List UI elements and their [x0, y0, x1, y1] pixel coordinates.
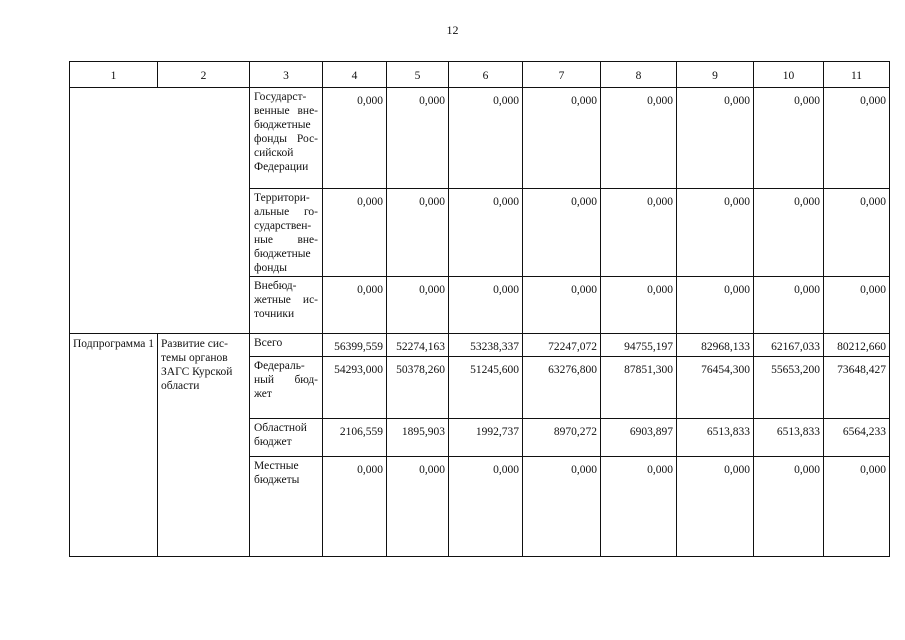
- value-cell: [754, 277, 824, 334]
- value-cell: [601, 457, 677, 557]
- col-header-1: 1: [70, 62, 158, 88]
- value-cell-text: 80212,660: [837, 341, 886, 353]
- value-cell-text: 6513,833: [706, 426, 750, 438]
- value-cell: [601, 88, 677, 189]
- col-header-5: 5: [387, 62, 449, 88]
- value-cell: [449, 357, 523, 419]
- value-cell: [449, 457, 523, 557]
- value-cell: [323, 88, 387, 189]
- funding-source-text: Областной бюджет: [254, 422, 307, 448]
- value-cell: [323, 189, 387, 277]
- status-cell-continued: [70, 88, 250, 334]
- value-cell: [754, 357, 824, 419]
- value-cell-text: 1895,903: [401, 426, 445, 438]
- table-row: [70, 88, 890, 189]
- col-header-4: 4: [323, 62, 387, 88]
- value-cell-text: 0,000: [357, 95, 383, 107]
- value-cell-text: 0,000: [493, 95, 519, 107]
- value-cell-text: 0,000: [794, 284, 820, 296]
- col-header-2: 2: [158, 62, 250, 88]
- value-cell-text: 0,000: [860, 284, 886, 296]
- value-cell-text: 0,000: [647, 95, 673, 107]
- value-cell-text: 73648,427: [837, 364, 886, 376]
- funding-source: [250, 357, 323, 419]
- value-cell: [323, 277, 387, 334]
- value-cell: [323, 419, 387, 457]
- col-header-3: 3: [250, 62, 323, 88]
- value-cell: [387, 334, 449, 357]
- value-cell: [677, 419, 754, 457]
- value-cell-text: 87851,300: [624, 364, 673, 376]
- value-cell-text: 62167,033: [771, 341, 820, 353]
- value-cell-text: 0,000: [419, 196, 445, 208]
- value-cell-text: 76454,300: [701, 364, 750, 376]
- value-cell: [601, 334, 677, 357]
- value-cell: [387, 88, 449, 189]
- value-cell-text: 0,000: [794, 95, 820, 107]
- funding-source: [250, 88, 323, 189]
- value-cell: [677, 277, 754, 334]
- value-cell-text: 0,000: [419, 95, 445, 107]
- value-cell: [523, 189, 601, 277]
- value-cell-text: 52274,163: [396, 341, 445, 353]
- subprogram-name: [158, 334, 250, 557]
- value-cell-text: 0,000: [493, 284, 519, 296]
- value-cell-text: 94755,197: [624, 341, 673, 353]
- value-cell: [449, 189, 523, 277]
- value-cell: [824, 419, 890, 457]
- budget-table: [69, 61, 890, 557]
- value-cell-text: 0,000: [571, 284, 597, 296]
- value-cell: [449, 277, 523, 334]
- value-cell-text: 72247,072: [548, 341, 597, 353]
- value-cell: [523, 334, 601, 357]
- value-cell-text: 0,000: [860, 196, 886, 208]
- value-cell: [323, 334, 387, 357]
- subprogram-status: [70, 334, 158, 557]
- value-cell: [523, 457, 601, 557]
- value-cell: [387, 277, 449, 334]
- col-header-9: 9: [677, 62, 754, 88]
- value-cell-text: 0,000: [357, 196, 383, 208]
- funding-source: [250, 334, 323, 357]
- col-header-7: 7: [523, 62, 601, 88]
- funding-source: [250, 457, 323, 557]
- value-cell: [601, 277, 677, 334]
- value-cell-text: 0,000: [419, 464, 445, 476]
- page-number: 12: [446, 23, 459, 37]
- value-cell: [824, 88, 890, 189]
- value-cell-text: 0,000: [647, 464, 673, 476]
- value-cell-text: 0,000: [647, 284, 673, 296]
- value-cell: [754, 334, 824, 357]
- value-cell: [824, 277, 890, 334]
- value-cell-text: 0,000: [724, 196, 750, 208]
- value-cell: [323, 357, 387, 419]
- value-cell: [387, 419, 449, 457]
- value-cell-text: 6903,897: [629, 426, 673, 438]
- value-cell: [523, 419, 601, 457]
- value-cell-text: 8970,272: [553, 426, 597, 438]
- value-cell-text: 6513,833: [776, 426, 820, 438]
- value-cell-text: 0,000: [493, 464, 519, 476]
- value-cell-text: 50378,260: [396, 364, 445, 376]
- value-cell-text: 0,000: [724, 95, 750, 107]
- value-cell: [754, 189, 824, 277]
- value-cell-text: 51245,600: [470, 364, 519, 376]
- value-cell-text: 0,000: [419, 284, 445, 296]
- value-cell-text: 0,000: [794, 464, 820, 476]
- value-cell: [387, 457, 449, 557]
- value-cell-text: 56399,559: [334, 341, 383, 353]
- funding-source-text: Внебюд-жетные ис-точники: [254, 280, 318, 320]
- table-row: [70, 334, 890, 357]
- value-cell-text: 0,000: [493, 196, 519, 208]
- value-cell-text: 63276,800: [548, 364, 597, 376]
- value-cell-text: 0,000: [357, 464, 383, 476]
- value-cell-text: 54293,000: [334, 364, 383, 376]
- value-cell: [677, 334, 754, 357]
- subprogram-name-text: Развитие сис-темы органов ЗАГС Курской области: [161, 338, 233, 392]
- col-header-10: 10: [754, 62, 824, 88]
- value-cell: [449, 88, 523, 189]
- value-cell-text: 0,000: [860, 464, 886, 476]
- value-cell: [824, 189, 890, 277]
- value-cell: [601, 189, 677, 277]
- value-cell-text: 2106,559: [339, 426, 383, 438]
- value-cell: [601, 357, 677, 419]
- value-cell: [677, 457, 754, 557]
- funding-source-text: Территори-альные го-сударствен-ные вне-бюджетные фонды: [254, 192, 318, 274]
- value-cell: [754, 457, 824, 557]
- value-cell-text: 6564,233: [842, 426, 886, 438]
- col-header-6: 6: [449, 62, 523, 88]
- value-cell: [754, 419, 824, 457]
- value-cell: [523, 277, 601, 334]
- funding-source-text: Местные бюджеты: [254, 460, 300, 486]
- value-cell-text: 1992,737: [475, 426, 519, 438]
- value-cell: [387, 189, 449, 277]
- value-cell: [601, 419, 677, 457]
- value-cell-text: 0,000: [724, 284, 750, 296]
- value-cell: [677, 189, 754, 277]
- funding-source-text: Государст-венные вне-бюджетные фонды Рос-сийской Федерации: [254, 91, 318, 173]
- value-cell-text: 0,000: [357, 284, 383, 296]
- value-cell: [523, 88, 601, 189]
- value-cell: [824, 357, 890, 419]
- header-row: [70, 62, 890, 88]
- value-cell: [824, 457, 890, 557]
- value-cell-text: 0,000: [571, 464, 597, 476]
- value-cell: [449, 334, 523, 357]
- value-cell: [677, 357, 754, 419]
- value-cell: [449, 419, 523, 457]
- funding-source: [250, 419, 323, 457]
- col-header-8: 8: [601, 62, 677, 88]
- value-cell: [824, 334, 890, 357]
- col-header-11: 11: [824, 62, 890, 88]
- value-cell-text: 0,000: [571, 95, 597, 107]
- value-cell-text: 0,000: [794, 196, 820, 208]
- value-cell: [677, 88, 754, 189]
- value-cell-text: 82968,133: [701, 341, 750, 353]
- funding-source-text: Всего: [254, 337, 283, 349]
- value-cell: [523, 357, 601, 419]
- value-cell-text: 0,000: [860, 95, 886, 107]
- funding-source: [250, 277, 323, 334]
- funding-source-text: Федераль-ный бюд-жет: [254, 360, 318, 400]
- value-cell-text: 53238,337: [470, 341, 519, 353]
- value-cell: [754, 88, 824, 189]
- subprogram-status-text: Подпрограмма 1: [73, 338, 155, 350]
- value-cell-text: 55653,200: [771, 364, 820, 376]
- value-cell-text: 0,000: [724, 464, 750, 476]
- value-cell: [387, 357, 449, 419]
- value-cell: [323, 457, 387, 557]
- value-cell-text: 0,000: [571, 196, 597, 208]
- value-cell-text: 0,000: [647, 196, 673, 208]
- funding-source: [250, 189, 323, 277]
